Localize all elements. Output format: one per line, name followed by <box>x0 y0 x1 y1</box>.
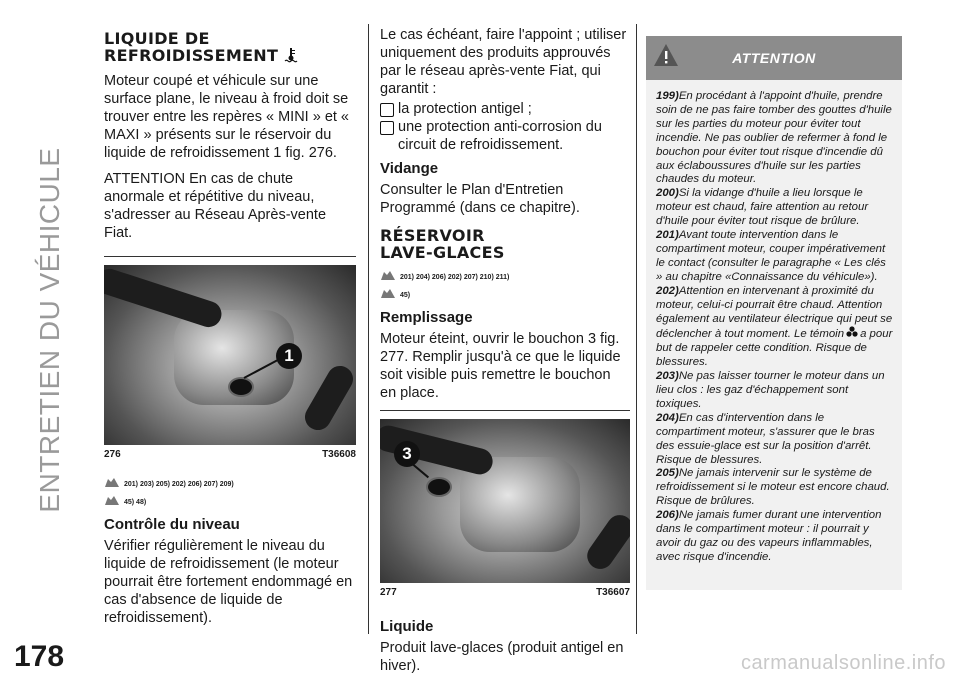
column-divider <box>368 24 369 634</box>
figure-number: 277 <box>380 587 397 598</box>
column-coolant <box>104 26 356 635</box>
attention-header <box>646 36 902 80</box>
hand-warning-icon <box>380 269 396 281</box>
fluid-title: Liquide <box>380 618 434 635</box>
figure-number: 276 <box>104 449 121 460</box>
level-check-title: Contrôle du niveau <box>104 516 240 533</box>
note-202: 202)Attention en intervenant à proximité du moteur, celui-ci pourrait être chaud. Attention également au ventilateur électrique qui peut se déclencher à tout moment. Le témoin a pour but de rappeler cette condition. Risque de blessures. <box>656 284 893 369</box>
drain-title: Vidange <box>380 160 439 177</box>
note-200: 200)Si la vidange d'huile a lieu lorsque le moteur est chaud, faire attention au retour d'huile pour éviter tout risque de brûlure. <box>656 187 869 228</box>
coolant-temperature-icon <box>284 47 298 63</box>
figure-callout-3: 3 <box>394 441 420 467</box>
section-title-coolant: LIQUIDE DE REFROIDISSEMENT <box>104 30 356 64</box>
engine-photo-coolant <box>104 265 356 445</box>
figure-code: T36608 <box>322 449 356 460</box>
figure-code: T36607 <box>596 587 630 598</box>
caution-references: 45) <box>380 287 630 299</box>
coolant-intro-text: Moteur coupé et véhicule sur une surface plane, le niveau à froid doit se trouver entre les repères « MINI » et « MAXI » présents sur le réservoir du liquide de refroidissement 1 fig. 276. <box>104 73 349 161</box>
note-206: 206)Ne jamais fumer durant une intervention dans le compartiment moteur : il pourrait y avoir du gaz ou des vapeurs inflammables, avec risque d'incendie. <box>656 509 882 563</box>
washer-reservoir-cap <box>426 477 452 497</box>
checkbox-bullet-icon <box>380 121 394 135</box>
section-title-washer: RÉSERVOIR LAVE-GLACES <box>380 226 505 262</box>
note-203: 203)Ne pas laisser tourner le moteur dans un lieu clos : les gaz d'échappement sont toxiques. <box>656 370 885 410</box>
note-205: 205)Ne jamais intervenir sur le système de refroidissement si le moteur est encore chaud. Risque de brûlures. <box>656 467 890 508</box>
attention-notes <box>646 80 902 590</box>
footer-watermark-url: carmanualsonline.info <box>740 652 946 674</box>
checkbox-bullet-icon <box>380 103 394 117</box>
bullet-antifreeze: la protection antigel ; <box>380 100 630 118</box>
level-check-text: Vérifier régulièrement le niveau du liquide de refroidissement (le moteur pourrait être fortement endommagé en cas d'absence de liquide de refroidissement). <box>104 538 353 626</box>
engine-photo-washer <box>380 419 630 583</box>
caution-references: 45) 48) <box>104 494 356 506</box>
coolant-reservoir-cap <box>228 377 254 397</box>
fan-warning-icon <box>846 326 858 338</box>
warning-references: 201) 204) 206) 202) 207) 210) 211) <box>380 269 630 281</box>
fluid-text: Produit lave-glaces (produit antigel en hiver). <box>380 640 624 674</box>
hand-caution-icon <box>380 287 396 299</box>
figure-276 <box>104 256 356 460</box>
hand-warning-icon <box>104 476 120 488</box>
attention-box <box>646 26 902 590</box>
figure-277 <box>380 410 630 598</box>
filling-title: Remplissage <box>380 309 473 326</box>
drain-text: Consulter le Plan d'Entretien Programmé (dans ce chapitre). <box>380 182 580 216</box>
topup-text: Le cas échéant, faire l'appoint ; utiliser uniquement des produits approuvés par le réseau après-vente Fiat, qui garantit : <box>380 27 627 97</box>
coolant-attention-text: ATTENTION En cas de chute anormale et répétitive du niveau, s'adresser au Réseau Après-vente Fiat. <box>104 171 327 241</box>
page-number: 178 <box>14 640 65 673</box>
filling-text: Moteur éteint, ouvrir le bouchon 3 fig. 277. Remplir jusqu'à ce que le liquide soit visible puis remettre le bouchon en place. <box>380 331 621 401</box>
note-204: 204)En cas d'intervention dans le compartiment moteur, s'assurer que le bras des essuie-glace est sur la position d'arrêt. Risque de blessures. <box>656 411 875 466</box>
hand-caution-icon <box>104 494 120 506</box>
column-divider <box>636 24 637 634</box>
attention-title: ATTENTION <box>732 50 816 66</box>
chapter-side-title: ENTRETIEN DU VÉHICULE <box>34 147 65 513</box>
warning-references: 201) 203) 205) 202) 206) 207) 209) <box>104 476 356 488</box>
note-201: 201)Avant toute intervention dans le compartiment moteur, couper impérativement le contact (consulter le paragraphe « Les clés » au chapitre «Connaissance du véhicule»). <box>656 229 886 283</box>
bullet-anticorrosion: une protection anti-corrosion du circuit de refroidissement. <box>380 118 630 154</box>
figure-callout-1: 1 <box>276 343 302 369</box>
note-199: 199)En procédant à l'appoint d'huile, prendre soin de ne pas faire tomber des gouttes d'huile sur les parties du moteur pour éviter tout incendie. Ne pas oublier de refermer à fond le bouchon pour éviter tout risque d'incendie dû aux éclaboussures d'huile sur les parties chaudes du moteur. <box>656 90 892 186</box>
column-washer <box>380 26 630 683</box>
